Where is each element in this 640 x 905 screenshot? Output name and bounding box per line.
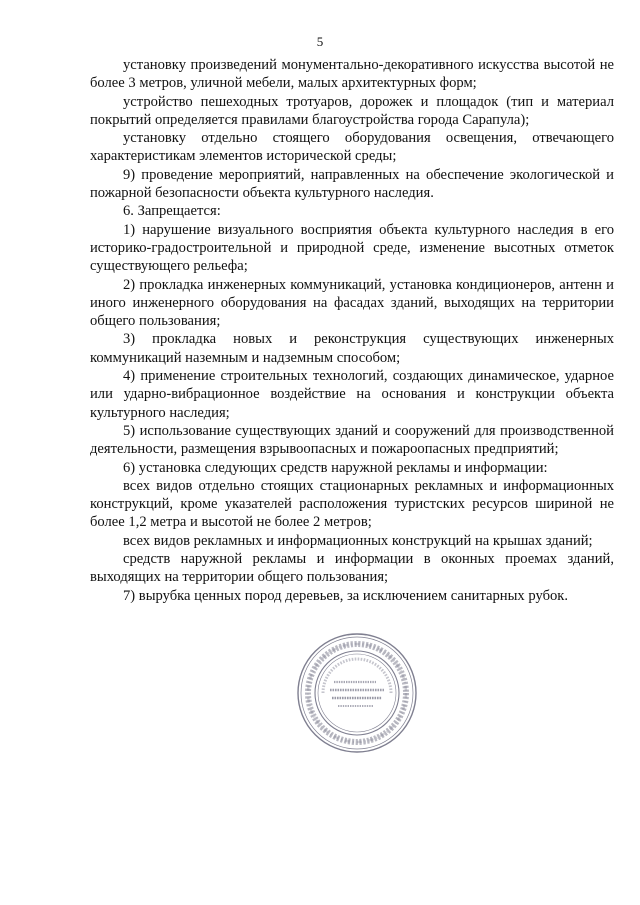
paragraph: устройство пешеходных тротуаров, дорожек и площадок (тип и материал покрытий определяется правилами благоустройства города Сарапула); — [90, 93, 614, 128]
paragraph: 3) прокладка новых и реконструкция существующих инженерных коммуникаций наземным и надземным способом; — [90, 331, 614, 366]
official-seal-stamp — [296, 632, 418, 754]
paragraph: 1) нарушение визуального восприятия объекта культурного наследия в его историко-градостроительной и природной среде, изменение высотных отметок существующего рельефа; — [90, 221, 614, 275]
paragraph: 6) установка следующих средств наружной рекламы и информации: — [123, 459, 548, 476]
paragraph: всех видов отдельно стоящих стационарных рекламных и информационных конструкций, кроме указателей расположения туристских ресурсов шириной не более 1,2 метра и высотой не более 2 метров; — [90, 477, 614, 531]
document-body — [90, 56, 614, 605]
paragraph: средств наружной рекламы и информации в оконных проемах зданий, выходящих на территории общего пользования; — [90, 551, 614, 586]
section-heading: 6. Запрещается: — [123, 203, 221, 220]
paragraph: 2) прокладка инженерных коммуникаций, установка кондиционеров, антенн и иного инженерного оборудования на фасадах зданий, выходящих на территории общего пользования; — [90, 276, 614, 330]
page-number: 5 — [316, 34, 324, 49]
paragraph: всех видов рекламных и информационных конструкций на крышах зданий; — [123, 532, 593, 549]
paragraph: 9) проведение мероприятий, направленных на обеспечение экологической и пожарной безопасности объекта культурного наследия. — [90, 166, 614, 202]
paragraph: 4) применение строительных технологий, создающих динамическое, ударное или ударно-вибрационное воздействие на основания и конструкции объекта культурного наследия; — [90, 368, 614, 421]
seal-icon — [296, 632, 418, 754]
paragraph: установку отдельно стоящего оборудования освещения, отвечающего характеристикам элементов исторической среды; — [90, 130, 614, 165]
paragraph: установку произведений монументально-декоративного искусства высотой не более 3 метров, уличной мебели, малых архитектурных форм; — [90, 57, 614, 92]
paragraph: 5) использование существующих зданий и сооружений для производственной деятельности, размещения взрывоопасных и пожароопасных предприятий; — [90, 422, 614, 458]
paragraph: 7) вырубка ценных пород деревьев, за исключением санитарных рубок. — [123, 587, 569, 604]
